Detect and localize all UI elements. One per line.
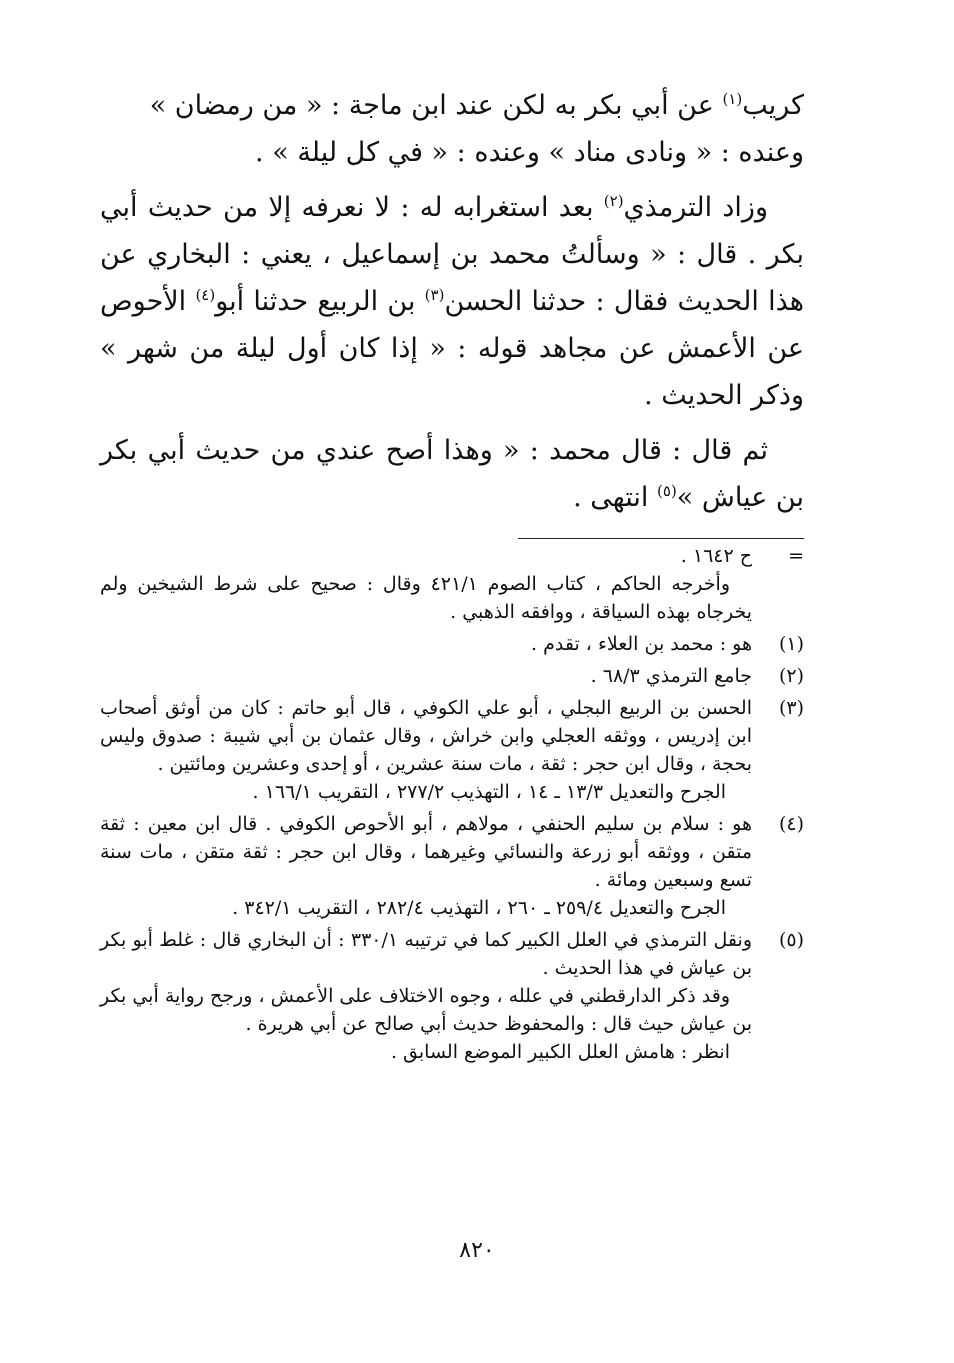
footnote-number: (٤) [778, 813, 804, 835]
footnote-4-references: الجرح والتعديل ٢٥٩/٤ ـ ٢٦٠ ، التهذيب ٢٨٢/٤ ، التقريب ٣٤٢/١ . [232, 897, 726, 919]
footnote-2 [100, 662, 804, 690]
footnote-ref-4[interactable]: (٤) [195, 286, 216, 304]
text-run: انتهى . [573, 482, 658, 513]
footnote-5 [100, 926, 804, 982]
footnote-text: ونقل الترمذي في العلل الكبير كما في ترتيبه ٣٣٠/١ : أن البخاري قال : غلط أبو بكر بن عياش في هذا الحديث . [100, 929, 752, 979]
main-text [100, 82, 804, 521]
footnote-separator [518, 538, 804, 539]
text-run: عن أبي بكر به لكن عند ابن ماجة : « من رمضان » [149, 90, 723, 121]
footnotes [100, 542, 804, 1066]
footnote-1 [100, 630, 804, 658]
footnote-number: (١) [778, 633, 804, 655]
footnote-number: (٣) [778, 697, 804, 719]
footnote-5-paragraph: انظر : هامش العلل الكبير الموضع السابق . [390, 1041, 730, 1063]
footnote-ref-2[interactable]: (٢) [603, 192, 624, 210]
footnote-3 [100, 694, 804, 778]
text-run: ثم قال : قال محمد : « وهذا أصح عندي من حديث أبي بكر بن عياش » [100, 435, 804, 513]
footnote-number: (٥) [778, 929, 804, 951]
footnote-ref-1[interactable]: (١) [722, 90, 743, 108]
footnote-4 [100, 810, 804, 894]
text-run: وزاد الترمذي [623, 192, 768, 223]
footnote-3-references: الجرح والتعديل ١٣/٣ ـ ١٤ ، التهذيب ٢٧٧/٢ ، التقريب ١٦٦/١ . [252, 781, 726, 803]
footnote-text: جامع الترمذي ٦٨/٣ . [590, 665, 752, 687]
text-run: كريب [742, 90, 804, 121]
footnote-ref-3[interactable]: (٣) [424, 286, 445, 304]
footnote-ref-5[interactable]: (٥) [657, 482, 677, 500]
footnote-5-paragraph: وقد ذكر الدارقطني في علله ، وجوه الاختلاف على الأعمش ، ورجح رواية أبي بكر بن عياش حيث قال : والمحفوظ حديث أبي صالح عن أبي هريرة . [100, 985, 752, 1035]
footnote-number: (٢) [778, 665, 804, 687]
footnote-text: هو : محمد بن العلاء ، تقدم . [531, 633, 752, 655]
footnote-text: الحسن بن الربيع البجلي ، أبو علي الكوفي ، قال أبو حاتم : كان من أوثق أصحاب ابن إدريس ، ووثقه العجلي وابن خراش ، وقال عثمان بن أبي شيبة : صدوق وليس بحجة ، وقال ابن حجر : ثقة ، مات سنة عشرين ، أو إحدى وعشرين ومائتين . [100, 697, 752, 775]
text-run: الأحوص عن الأعمش عن مجاهد قوله : « إذا كان أول ليلة من شهر » وذكر الحديث . [100, 286, 804, 411]
footnote-text: هو : سلام بن سليم الحنفي ، مولاهم ، أبو الأحوص الكوفي . قال ابن معين : ثقة متقن ، ووثقه أبو زرعة والنسائي وغيرهما ، وقال ابن حجر : ثقة متقن ، مات سنة تسع وسبعين ومائة . [100, 813, 752, 891]
footnote-continuation-text: وأخرجه الحاكم ، كتاب الصوم ٤٢١/١ وقال : صحيح على شرط الشيخين ولم يخرجاه بهذه السياقة ، ووافقه الذهبي . [100, 573, 752, 623]
page-number: ٨٢٠ [459, 1238, 495, 1263]
paragraph-2 [100, 184, 804, 419]
paragraph-3 [100, 427, 804, 521]
footnote-text: ح ١٦٤٢ . [680, 545, 752, 567]
text-run: بن الربيع حدثنا أبو [215, 286, 425, 317]
paragraph-1 [100, 82, 804, 176]
continuation-marker: = [788, 545, 804, 567]
text-run: بعد استغرابه له : لا نعرفه إلا من حديث أبي بكر . قال : « وسألتُ محمد بن إسماعيل ، يعني : البخاري عن هذا الحديث فقال : حدثنا الحسن [100, 192, 804, 317]
text-run: وعنده : « ونادى مناد » وعنده : « في كل ليلة » . [255, 137, 804, 168]
footnote-continuation [100, 542, 804, 570]
